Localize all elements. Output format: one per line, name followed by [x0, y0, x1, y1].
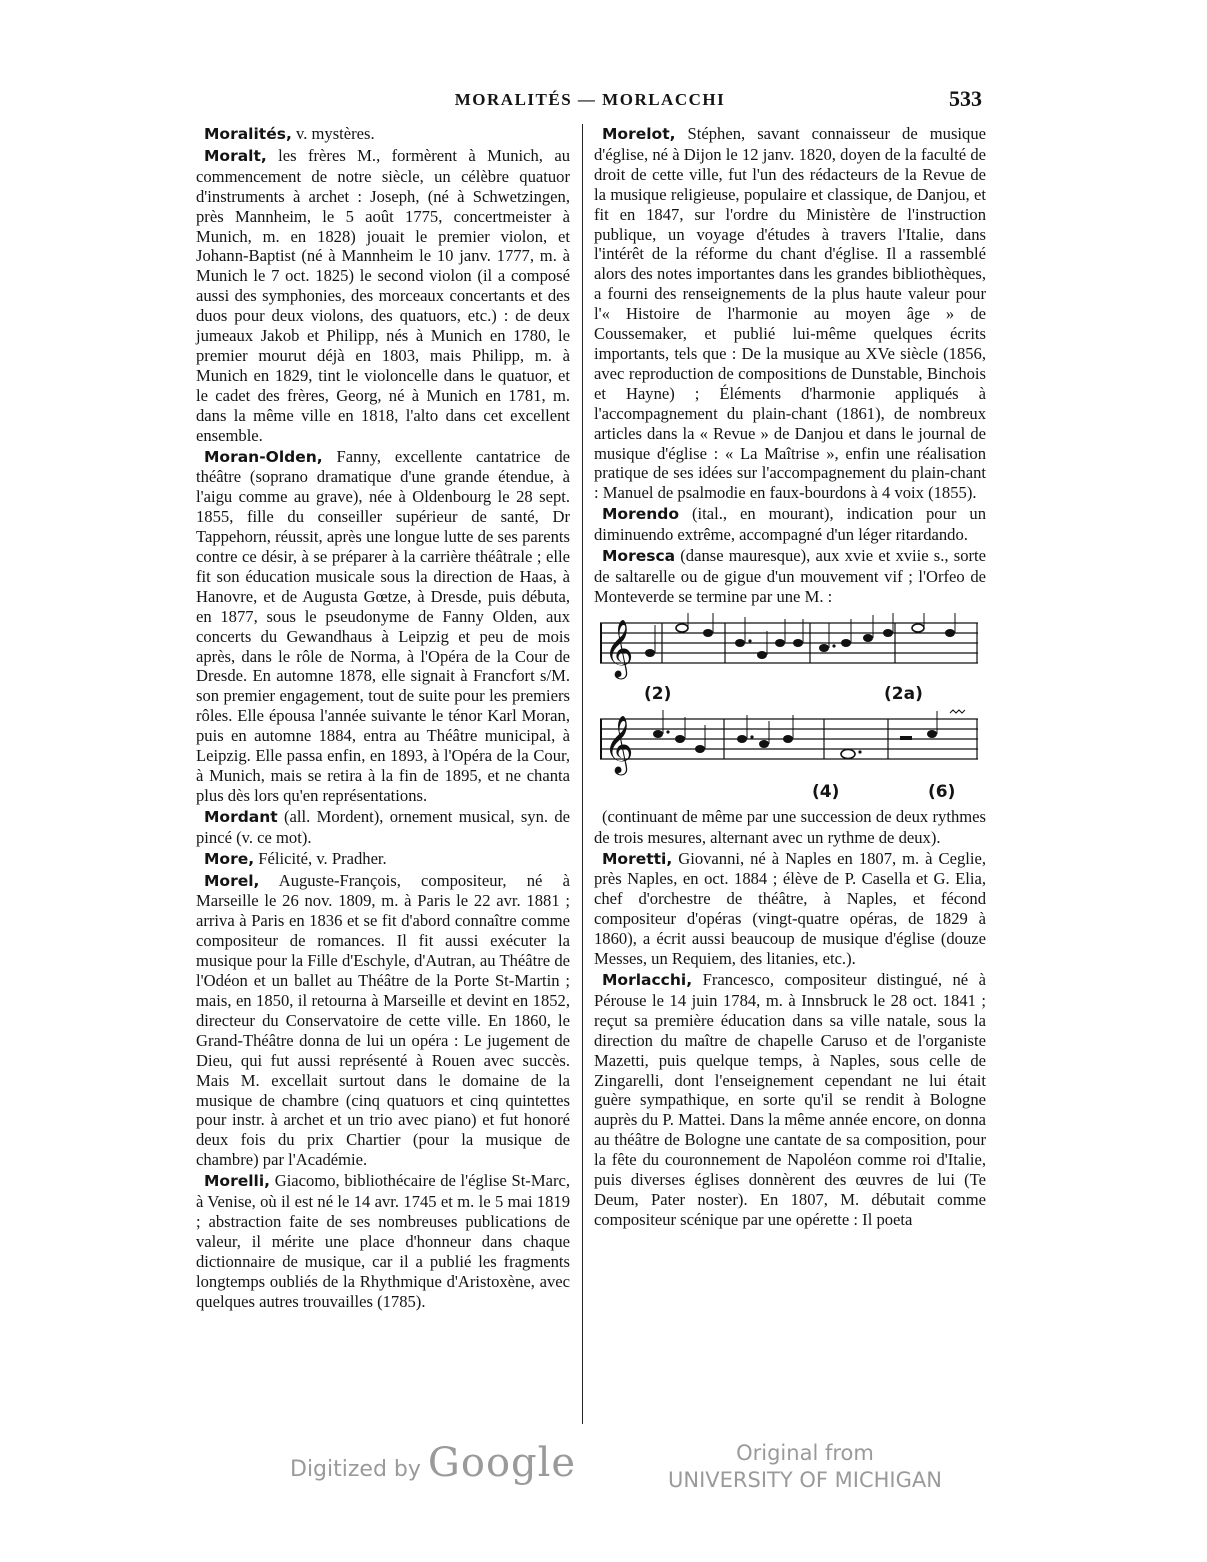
- entry-headword: Mordant: [204, 807, 278, 826]
- entry-headword: Morelot,: [602, 125, 676, 143]
- entry-moretti: [594, 849, 986, 969]
- entry-text: Giacomo, bibliothécaire de l'église St-Marc, à Venise, où il est né le 14 avr. 1745 et m. le 5 mai 1819 ; abstraction faite de ses nombreuses publications de valeur, il mérite une place d'honneur dans chaque dictionnaire de musique, car il a publié les fragments longtemps oubliés de la Rhythmique d'Aristoxène, avec quelques autres trouvailles (1785).: [196, 1171, 570, 1311]
- entry-moralites: [196, 124, 570, 145]
- entry-headword: Morlacchi,: [602, 971, 693, 989]
- entry-headword: Moralités,: [204, 125, 292, 143]
- music-label: (2a): [884, 683, 923, 704]
- entry-headword: Moretti,: [602, 849, 673, 868]
- music-label: (2): [644, 683, 672, 704]
- music-example: [594, 613, 986, 802]
- left-column: [196, 124, 570, 1312]
- entry-more: [196, 849, 570, 870]
- entry-morelli: [196, 1171, 570, 1311]
- entry-text: Stéphen, savant connaisseur de musique d'église, né à Dijon le 12 janv. 1820, doyen de la faculté de droit de cette ville, fut l'un des rédacteurs de la Revue de la musique religieuse, populaire et classique, de Danjou, et fit en 1847, sur l'ordre du Ministère de l'instruction publique, un voyage d'études à travers l'Italie, dans l'intérêt de la réforme du chant d'église. Il a rassemblé alors des notes importantes dans les grandes bibliothèques, a fourni des renseignements de la plus haute valeur pour l'« Histoire de l'harmonie au moyen âge » de Coussemaker, et publié lui-même quelques écrits importants, tels que : De la musique au XVe siècle (1856, avec reproduction de compositions de Dunstable, Binchois et Hayne) ; Éléments d'harmonie appliqués à l'accompagnement du plain-chant (1861), de nombreux articles dans la « Revue » de Danjou et dans le journal de musique d'église : « La Maîtrise », enfin une réalisation pratique de ses idées sur l'accompagnement du plain-chant : Manuel de psalmodie en faux-bourdons à 4 voix (1855).: [594, 124, 986, 503]
- entry-headword: Morel,: [204, 871, 260, 890]
- original-source: [668, 1440, 942, 1500]
- entry-moralt: [196, 146, 570, 446]
- google-logo: Google: [427, 1440, 577, 1486]
- entry-headword: Moresca: [602, 547, 676, 566]
- music-staff-upper: [600, 613, 978, 683]
- entry-mordant: [196, 807, 570, 848]
- entry-morel: [196, 871, 570, 1171]
- entry-text: Auguste-François, compositeur, né à Marseille le 26 nov. 1809, m. à Paris le 22 avr. 1881 ; arriva à Paris en 1836 et se fit d'abord connaître comme compositeur de romances. Il fit aussi exécuter la musique pour la Fille d'Eschyle, d'Autran, au Théâtre de l'Odéon et un ballet au Théâtre de la Porte St-Martin ; mais, en 1850, il retourna à Marseille et devint en 1852, directeur du Conservatoire de cette ville. En 1860, le Grand-Théâtre donna de lui un opéra : Le jugement de Dieu, qui fut aussi représenté à Rouen avec succès. Mais M. excellait surtout dans le domaine de la musique de chambre (cinq quatuors et cinq quintettes pour instr. à archet et un trio avec piano) et fut honoré deux fois du prix Chartier (pour la musique de chambre) par l'Académie.: [196, 870, 570, 1170]
- music-label: (4): [812, 781, 840, 802]
- entry-headword: Morendo: [602, 505, 680, 524]
- entry-text: Francesco, compositeur distingué, né à Pérouse le 14 juin 1784, m. à Innsbruck le 28 oct. 1841 ; reçut sa première éducation dans sa ville natale, sous la direction du maître de chapelle Caruso et de l'organiste Mazetti, puis quelque temps, à Naples, sous celle de Zingarelli, dont l'enseignement cependant ne lui était guère sympathique, en sorte qu'il se rendit à Bologne auprès du P. Mattei. Dans la même année encore, on donna au théâtre de Bologne une cantate de sa composition, pour la fête du couronnement de Napoléon comme roi d'Italie, puis diverses églises donnèrent des œuvres de lui (Te Deum, Pater noster). En 1807, M. débutait comme compositeur scénique par une opérette : Il poeta: [594, 970, 986, 1229]
- entry-text: (all. Mordent), ornement musical, syn. de pincé (v. ce mot).: [196, 806, 570, 847]
- university-name: UNIVERSITY OF MICHIGAN: [668, 1468, 942, 1492]
- entry-text: Fanny, excellente cantatrice de théâtre (soprano dramatique d'une grande étendue, à l'aigu comme au grave), née à Oldenbourg le 28 sept. 1855, fille du conseiller supérieur de santé, Dr Tappehorn, réussit, après une longue lutte de ses parents contre ce désir, à se préparer à la carrière théâtrale ; elle fit son éducation musicale sous la direction de Haas, à Hanovre, et de Augusta Gœtze, à Dresde, puis débuta, en 1877, sous le pseudonyme de Fanny Olden, aux concerts du Gewandhaus à Leipzig et peu de mois après, dans le rôle de Norma, à l'Opéra de la Cour de Dresde. En automne 1878, elle signait à Francfort s/M. son premier engagement, tout de suite pour les premiers rôles. Elle épousa l'année suivante le ténor Karl Moran, puis en automne 1884, entra au Théâtre municipal, à Leipzig. Elle passa enfin, en 1893, à l'Opéra de la Cour, à Munich, mais se retira à la fin de 1895, et ne chanta plus dès lors qu'en représentations.: [196, 446, 570, 805]
- entry-text: Félicité, v. Pradher.: [254, 848, 387, 868]
- entry-morelot: [594, 124, 986, 503]
- music-label: (6): [928, 781, 956, 802]
- entry-continuation: [594, 807, 986, 848]
- entry-headword: Moran-Olden,: [204, 447, 323, 466]
- entry-text: (continuant de même par une succession de deux rythmes de trois mesures, alternant avec un rythme de deux).: [594, 806, 986, 847]
- entry-text: Giovanni, né à Naples en 1807, m. à Ceglie, près Naples, en oct. 1884 ; élève de P. Casella et G. Elia, chef d'orchestre de théâtre, à Naples, et fécond compositeur d'opéras (vingt-quatre opéras, de 1829 à 1860), a écrit aussi beaucoup de musique d'église (douze Messes, un Requiem, des litanies, etc.).: [594, 848, 986, 969]
- page-number: 533: [949, 86, 982, 111]
- music-staff-lower: [600, 709, 978, 779]
- entry-headword: Moralt,: [204, 146, 267, 165]
- entry-moresca: [594, 546, 986, 607]
- entry-moran-olden: [196, 447, 570, 806]
- entry-morlacchi: [594, 970, 986, 1230]
- running-title: MORALITÉS — MORLACCHI: [454, 90, 726, 109]
- svg-text:𝄞: 𝄞: [604, 714, 634, 773]
- entry-text: v. mystères.: [291, 124, 375, 143]
- running-header: [196, 86, 984, 116]
- entry-text: les frères M., formèrent à Munich, au commencement de notre siècle, un célèbre quatuor d'instruments à archet : Joseph, (né à Schwetzingen, près Mannheim, le 5 août 1775, concertmeister à Munich, m. en 1828) jouait le premier violon, et Johann-Baptist (né à Mannheim le 10 janv. 1777, m. à Munich le 7 oct. 1825) le second violon (il a composé aussi des symphonies, des morceaux concertants et des duos pour deux violons, des quatuors, etc.) : de deux jumeaux Jakob et Philipp, nés à Munich en 1780, le premier mourut déjà en 1803, mais Philipp, m. à Munich en 1829, tint le violoncelle dans le quatuor, et le cadet des frères, Georg, né à Munich en 1781, m. dans la même ville en 1818, l'alto dans cet excellent ensemble.: [196, 145, 570, 445]
- digitized-text: Digitized by: [290, 1457, 421, 1482]
- original-from: Original from: [736, 1441, 874, 1465]
- svg-text:𝄞: 𝄞: [604, 618, 634, 677]
- entry-morendo: [594, 504, 986, 545]
- right-column: [594, 124, 986, 1231]
- entry-headword: More,: [204, 849, 255, 868]
- entry-headword: Morelli,: [204, 1172, 271, 1191]
- entry-text: (ital., en mourant), indication pour un diminuendo extrême, accompagné d'un léger ritardando.: [594, 504, 986, 545]
- column-divider: [582, 124, 583, 1424]
- digitized-by-google: [290, 1440, 576, 1500]
- entry-text: (danse mauresque), aux xvie et xviie s., sorte de saltarelle ou de gigue d'un mouvement vif ; l'Orfeo de Monteverde se termine par une M. :: [594, 546, 986, 606]
